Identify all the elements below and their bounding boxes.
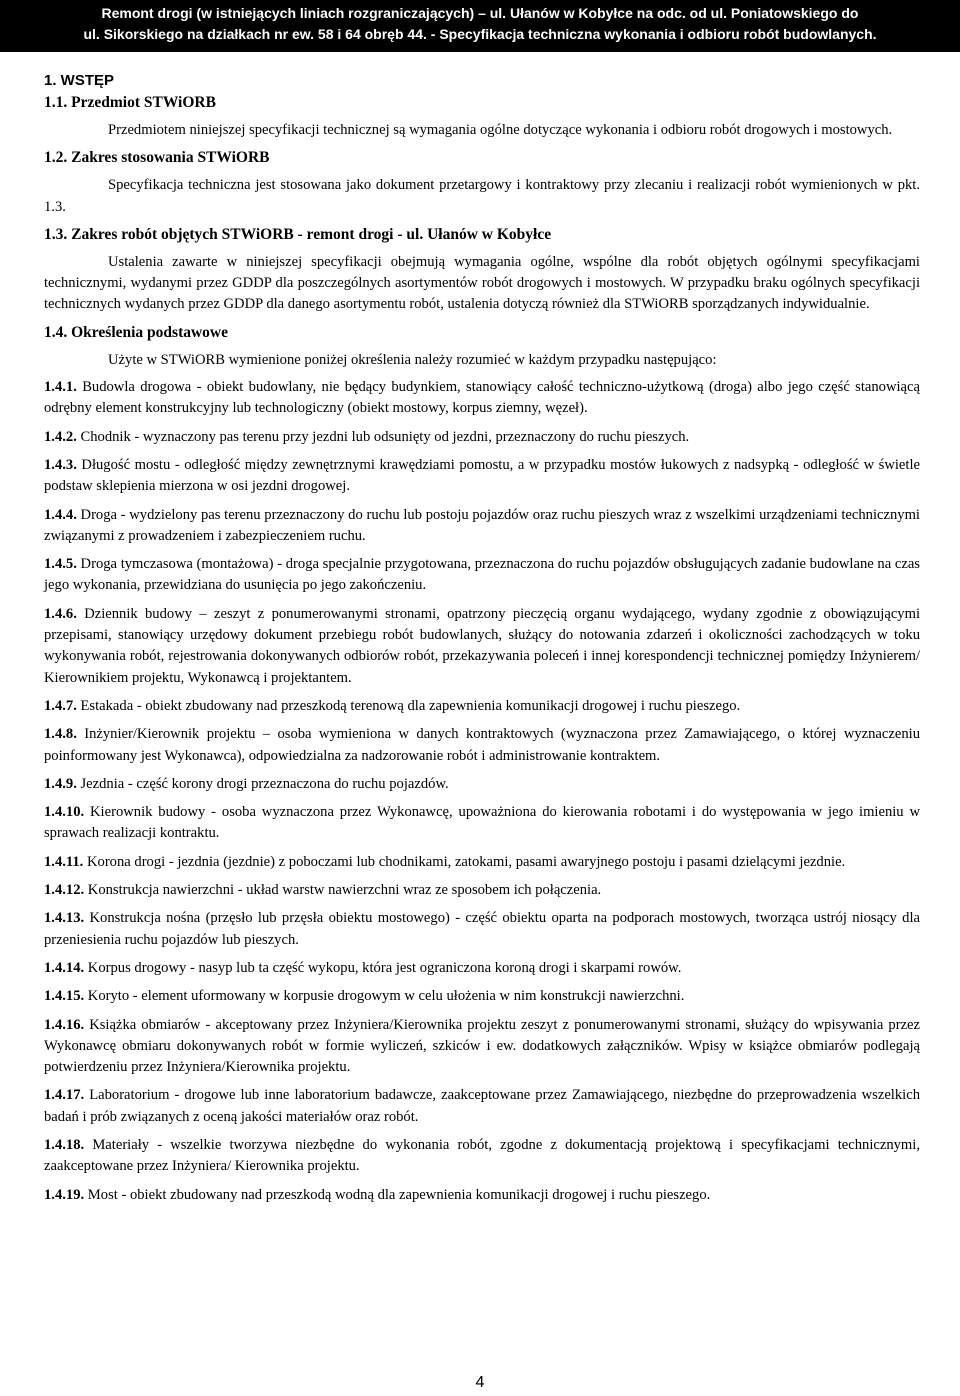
definition-text: Konstrukcja nośna (przęsło lub przęsła obiektu mostowego) - część obiektu oparta na podporach mostowych, tworząca ustrój niosący dla przeniesienia ruchu pojazdów lub pieszych. <box>44 910 920 948</box>
definition-number: 1.4.4. <box>44 506 77 523</box>
definition-text: Konstrukcja nawierzchni - układ warstw nawierzchni wraz ze sposobem ich połączenia. <box>87 882 602 899</box>
definitions-list <box>44 377 920 1206</box>
document-body <box>44 70 920 1206</box>
definition-number: 1.4.19. <box>44 1186 85 1203</box>
subsection-heading-1-4: 1.4. Określenia podstawowe <box>44 323 229 341</box>
definition-item <box>44 427 920 448</box>
definition-number: 1.4.10. <box>44 804 85 821</box>
definition-number: 1.4.6. <box>44 605 77 622</box>
definition-item <box>44 774 920 795</box>
header-line-1: Remont drogi (w istniejących liniach rozgraniczających) – ul. Ułanów w Kobyłce na odc. od ul. Poniatowskiego do <box>101 5 859 21</box>
definition-number: 1.4.1. <box>44 379 77 396</box>
definition-text: Chodnik - wyznaczony pas terenu przy jezdni lub odsunięty od jezdni, przeznaczony do ruchu pieszych. <box>80 428 690 445</box>
definition-item <box>44 696 920 717</box>
definition-text: Inżynier/Kierownik projektu – osoba wymieniona w danych kontraktowych (wyznaczona przez Zamawiającego, o której wyznaczeniu poinformowany jest Wykonawca), odpowiedzialna za nadzorowanie robót i administrowanie kontraktem. <box>44 726 920 764</box>
definition-text: Most - obiekt zbudowany nad przeszkodą wodną dla zapewnienia komunikacji drogowej i ruchu pieszego. <box>87 1186 711 1203</box>
definition-number: 1.4.5. <box>44 556 77 573</box>
definition-text: Korona drogi - jezdnia (jezdnie) z poboczami lub chodnikami, zatokami, pasami awaryjnego postoju i pasami dzielącymi jezdnie. <box>86 853 846 870</box>
definition-text: Materiały - wszelkie tworzywa niezbędne do wykonania robót, zgodne z dokumentacją projektową i specyfikacjami technicznymi, zaakceptowane przez Inżyniera/ Kierownika projektu. <box>44 1136 920 1175</box>
definition-text: Laboratorium - drogowe lub inne laboratorium badawcze, zaakceptowane przez Zamawiającego, niezbędne do przeprowadzenia wszelkich badań i prób związanych z oceną jakości materiałów oraz robót. <box>44 1087 920 1125</box>
section-heading-wstep: 1. WSTĘP <box>44 72 115 89</box>
definition-item <box>44 880 920 901</box>
definition-item <box>44 1135 920 1178</box>
definition-number: 1.4.3. <box>44 456 77 473</box>
definition-number: 1.4.14. <box>44 959 85 976</box>
subsection-heading-1-3: 1.3. Zakres robót objętych STWiORB - remont drogi - ul. Ułanów w Kobyłce <box>44 225 552 243</box>
definition-number: 1.4.13. <box>44 910 85 927</box>
definition-item <box>44 986 920 1007</box>
definition-number: 1.4.9. <box>44 775 77 792</box>
definition-item <box>44 554 920 597</box>
definition-text: Książka obmiarów - akceptowany przez Inżyniera/Kierownika projektu zeszyt z ponumerowanymi stronami, służący do wpisywania przez Wykonawcę obmiaru dokonywanych robót w formie wyliczeń, szkiców i ew. dodatkowych załączników. Wpisy w książce obmiarów podlegają potwierdzeniu przez Inżyniera/Kierownika projektu. <box>44 1016 920 1076</box>
definition-item <box>44 505 920 548</box>
definition-number: 1.4.7. <box>44 697 77 714</box>
page-header <box>0 0 960 52</box>
subsection-heading-1-1: 1.1. Przedmiot STWiORB <box>44 94 216 111</box>
definition-item <box>44 724 920 767</box>
definition-item <box>44 958 920 979</box>
definition-text: Dziennik budowy – zeszyt z ponumerowanymi stronami, opatrzony pieczęcią organu wydającego, wydany zgodnie z obowiązującymi przepisami, stanowiący urzędowy dokument przebiegu robót budowlanych, służący do notowania zdarzeń i okoliczności zachodzących w toku wykonywania robót, rejestrowania dokonywanych odbiorów robót, przekazywania poleceń i innej korespondencji technicznej pomiędzy Inżynierem/ Kierownikiem projektu, Wykonawcą i projektantem. <box>44 605 921 686</box>
definition-number: 1.4.18. <box>44 1136 85 1153</box>
header-line-2: ul. Sikorskiego na działkach nr ew. 58 i 64 obręb 44. - Specyfikacja techniczna wykonania i odbioru robót budowlanych. <box>83 26 877 42</box>
definition-text: Droga tymczasowa (montażowa) - droga specjalnie przygotowana, przeznaczona do ruchu pojazdów obsługujących zadanie budowlane na czas jego wykonania, przewidziana do usunięcia po jego zakończeniu. <box>44 556 920 594</box>
definition-item <box>44 377 920 420</box>
definition-number: 1.4.12. <box>44 882 85 899</box>
subsection-heading-1-2: 1.2. Zakres stosowania STWiORB <box>44 149 270 167</box>
definition-number: 1.4.2. <box>44 428 77 445</box>
paragraph-1-4-intro: Użyte w STWiORB wymienione poniżej określenia należy rozumieć w każdym przypadku następująco: <box>108 351 717 368</box>
definition-number: 1.4.16. <box>44 1016 85 1033</box>
paragraph-1-1: Przedmiotem niniejszej specyfikacji technicznej są wymagania ogólne dotyczące wykonania i odbioru robót drogowych i mostowych. <box>108 122 893 138</box>
definition-text: Budowla drogowa - obiekt budowlany, nie będący budynkiem, stanowiący całość techniczno-użytkową (droga) albo jego część stanowiącą odrębny element konstrukcyjny lub technologiczny (obiekt mostowy, korpus ziemny, węzeł). <box>44 379 920 417</box>
definition-item <box>44 908 920 951</box>
paragraph-1-2: Specyfikacja techniczna jest stosowana jako dokument przetargowy i kontraktowy przy zlecaniu i realizacji robót wymienionych w pkt. 1.3. <box>44 177 920 215</box>
definition-item <box>44 455 920 498</box>
definition-number: 1.4.11. <box>44 853 84 870</box>
paragraph-1-3: Ustalenia zawarte w niniejszej specyfikacji obejmują wymagania ogólne, wspólne dla robót objętych ogólnymi specyfikacjami technicznymi, wydanymi przez GDDP dla poszczególnych asortymentów robót drogowych i mostowych. W przypadku braku ogólnych specyfikacji technicznych wydanych przez GDDP dla danego asortymentu robót, ustalenia dotyczą również dla STWiORB sporządzanych indywidualnie. <box>44 253 920 313</box>
definition-item <box>44 604 920 689</box>
definition-text: Koryto - element uformowany w korpusie drogowym w celu ułożenia w nim konstrukcji nawierzchni. <box>87 988 685 1005</box>
definition-text: Kierownik budowy - osoba wyznaczona przez Wykonawcę, upoważniona do kierowania robotami i do występowania w jego imieniu w sprawach realizacji kontraktu. <box>44 804 921 842</box>
definition-item <box>44 802 920 845</box>
definition-text: Korpus drogowy - nasyp lub ta część wykopu, która jest ograniczona koroną drogi i skarpami rowów. <box>87 959 682 976</box>
definition-text: Estakada - obiekt zbudowany nad przeszkodą terenową dla zapewnienia komunikacji drogowej i ruchu pieszego. <box>80 697 741 714</box>
definition-number: 1.4.8. <box>44 726 77 743</box>
definition-text: Droga - wydzielony pas terenu przeznaczony do ruchu lub postoju pojazdów oraz ruchu pieszych wraz z wszelkimi urządzeniami technicznymi związanymi z prowadzeniem i zabezpieczeniem ruchu. <box>44 506 920 544</box>
definition-item <box>44 852 920 873</box>
definition-text: Długość mostu - odległość między zewnętrznymi krawędziami pomostu, a w przypadku mostów łukowych z nadsypką - odległość w świetle podstaw sklepienia mierzona w osi jezdni drogowej. <box>44 456 920 495</box>
definition-item <box>44 1185 920 1206</box>
definition-item <box>44 1085 920 1128</box>
definition-item <box>44 1015 920 1079</box>
page-number: 4 <box>475 1374 485 1391</box>
definition-number: 1.4.15. <box>44 988 85 1005</box>
definition-number: 1.4.17. <box>44 1087 85 1104</box>
definition-text: Jezdnia - część korony drogi przeznaczona do ruchu pojazdów. <box>80 775 449 792</box>
